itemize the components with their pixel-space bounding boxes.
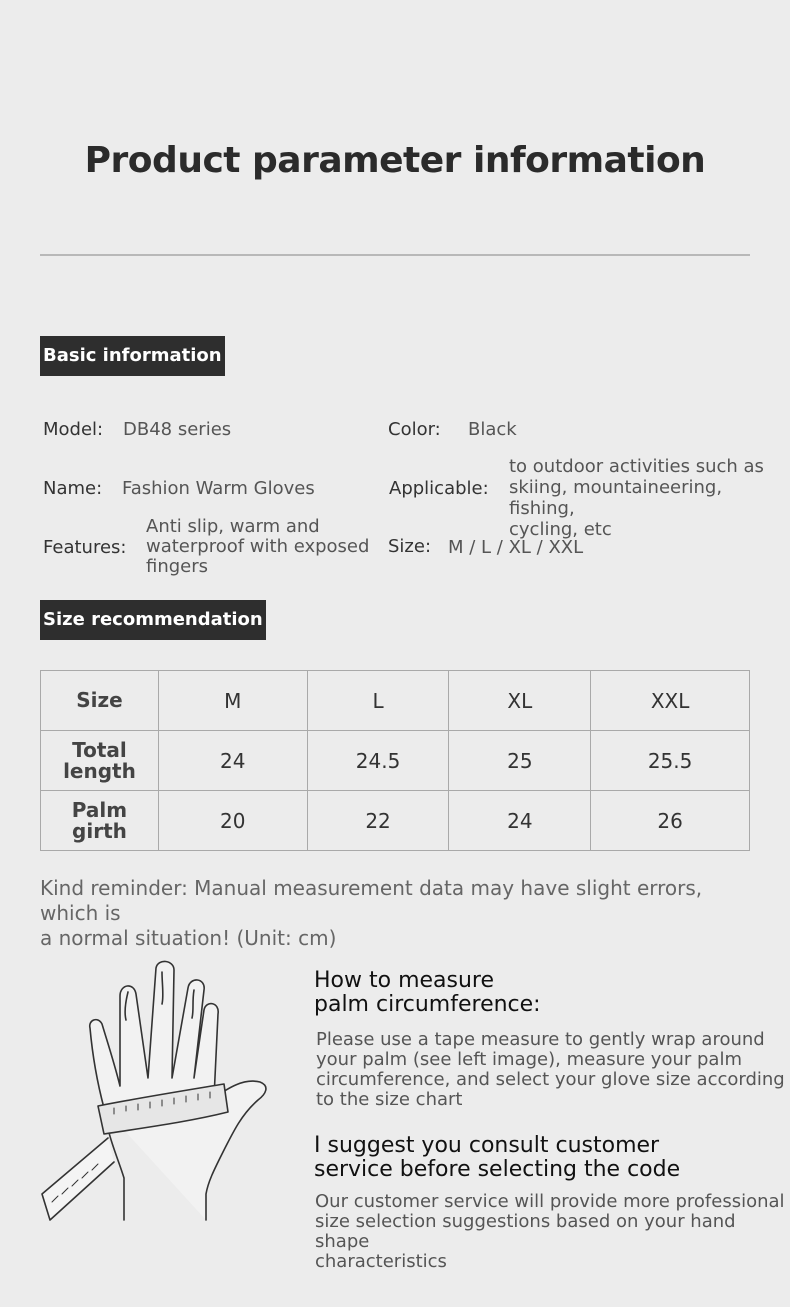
table-header-cell: M: [158, 671, 307, 731]
features-line: fingers: [146, 556, 209, 577]
row-label-total-length: [41, 731, 159, 791]
consult-body-line: Our customer service will provide more professional: [315, 1191, 785, 1212]
measure-heading-line: How to measure: [314, 968, 495, 993]
features-line: Anti slip, warm and: [146, 516, 320, 537]
color-value: Black: [468, 419, 517, 440]
measure-heading-line: palm circumference:: [314, 992, 541, 1017]
consult-body-line: characteristics: [315, 1251, 447, 1272]
table-cell: 24.5: [307, 731, 449, 791]
measure-body-line: Please use a tape measure to gently wrap around: [316, 1029, 765, 1050]
model-value: DB48 series: [123, 419, 232, 440]
size-value: M / L / XL / XXL: [448, 537, 584, 558]
table-cell: 25: [449, 731, 591, 791]
applicable-label: Applicable:: [389, 478, 489, 499]
row-label-line: length: [63, 758, 136, 783]
table-header-cell: XL: [449, 671, 591, 731]
applicable-line: to outdoor activities such as: [509, 456, 764, 477]
page-title: Product parameter information: [84, 140, 706, 181]
applicable-value: [509, 456, 789, 540]
table-header-row: [41, 671, 750, 731]
row-label-line: Palm girth: [71, 797, 128, 843]
features-label: Features:: [43, 537, 127, 558]
table-cell: 22: [307, 791, 449, 851]
model-label: Model:: [43, 419, 104, 440]
table-cell: 26: [591, 791, 750, 851]
measure-body-line: to the size chart: [316, 1089, 463, 1110]
color-label: Color:: [388, 419, 441, 440]
reminder-line: a normal situation! (Unit: cm): [40, 926, 337, 950]
table-header-cell: L: [307, 671, 449, 731]
table-cell: 24: [449, 791, 591, 851]
features-line: waterproof with exposed: [146, 536, 370, 557]
table-header-cell: XXL: [591, 671, 750, 731]
table-row: [41, 731, 750, 791]
measure-heading: [314, 969, 541, 1017]
kind-reminder: [40, 876, 760, 951]
size-table: [40, 670, 750, 851]
hand-tape-measure-icon: [38, 958, 288, 1228]
consult-body-line: size selection suggestions based on your hand shape: [315, 1211, 736, 1252]
table-row: [41, 791, 750, 851]
consult-body: [315, 1192, 785, 1272]
table-cell: 25.5: [591, 731, 750, 791]
title-divider: [40, 254, 750, 256]
reminder-line: Kind reminder: Manual measurement data may have slight errors, which is: [40, 876, 703, 925]
table-cell: 20: [158, 791, 307, 851]
row-label-line: Total: [72, 737, 127, 762]
row-label-palm-girth: [41, 791, 159, 851]
features-value: [146, 517, 376, 577]
applicable-line: skiing, mountaineering, fishing,: [509, 477, 723, 519]
name-value: Fashion Warm Gloves: [122, 478, 315, 499]
table-cell: 24: [158, 731, 307, 791]
consult-heading-line: service before selecting the code: [314, 1157, 681, 1182]
consult-heading: [314, 1134, 680, 1182]
measure-body-line: your palm (see left image), measure your palm: [316, 1049, 742, 1070]
size-recommendation-heading: Size recommendation: [40, 600, 266, 640]
table-header-size: Size: [41, 671, 159, 731]
name-label: Name:: [43, 478, 103, 499]
applicable-line: cycling, etc: [509, 519, 612, 540]
consult-heading-line: I suggest you consult customer: [314, 1133, 660, 1158]
measure-body-line: circumference, and select your glove size according: [316, 1069, 785, 1090]
basic-info-heading: Basic information: [40, 336, 225, 376]
measure-body: [316, 1030, 786, 1110]
size-label: Size:: [388, 536, 432, 557]
